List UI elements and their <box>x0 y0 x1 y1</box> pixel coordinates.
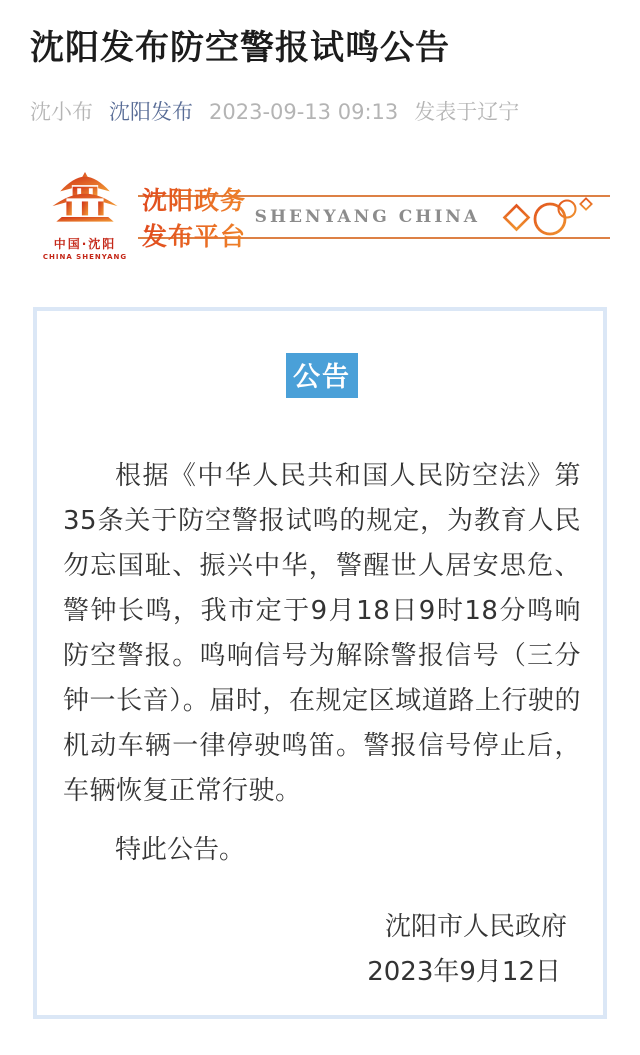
label-row <box>63 353 581 398</box>
signature-block <box>63 905 581 995</box>
publish-timestamp: 2023-09-13 09:13 <box>209 100 399 124</box>
announcement-box <box>33 307 607 1019</box>
platform-banner <box>0 172 640 261</box>
platform-name-en: SHENYANG CHINA <box>254 206 480 227</box>
announcement-body: 根据《中华人民共和国人民防空法》第35条关于防空警报试鸣的规定，为教育人民勿忘国耻、振兴中华，警醒世人居安思危、警钟长鸣，我市定于9月18日9时18分鸣响防空警报。鸣响信号为解除警报信号（三分钟一长音）。届时，在规定区域道路上行驶的机动车辆一律停驶鸣笛。警报信号停止后，车辆恢复正常行驶。 <box>63 461 581 806</box>
page-title: 沈阳发布防空警报试鸣公告 <box>30 28 450 68</box>
announcement-closing: 特此公告。 <box>115 835 246 865</box>
banner-strip <box>138 185 610 251</box>
shenyang-logo <box>42 172 128 261</box>
logo-en-text: CHINA SHENYANG <box>42 253 128 261</box>
publish-location: 发表于辽宁 <box>414 100 520 124</box>
signature-issuer: 沈阳市人民政府 <box>384 912 567 942</box>
article-header <box>0 0 640 126</box>
signature-date: 2023年9月12日 <box>367 957 561 987</box>
announcement-label: 公告 <box>286 353 358 398</box>
deco-shapes-icon <box>502 194 606 240</box>
logo-cn-text: 中国·沈阳 <box>53 237 117 251</box>
byline <box>30 96 610 126</box>
platform-name-cn: 沈阳政务发布平台 <box>142 181 255 253</box>
author-name: 沈小布 <box>30 100 93 124</box>
pagoda-icon <box>42 172 128 234</box>
account-link[interactable]: 沈阳发布 <box>109 100 193 124</box>
